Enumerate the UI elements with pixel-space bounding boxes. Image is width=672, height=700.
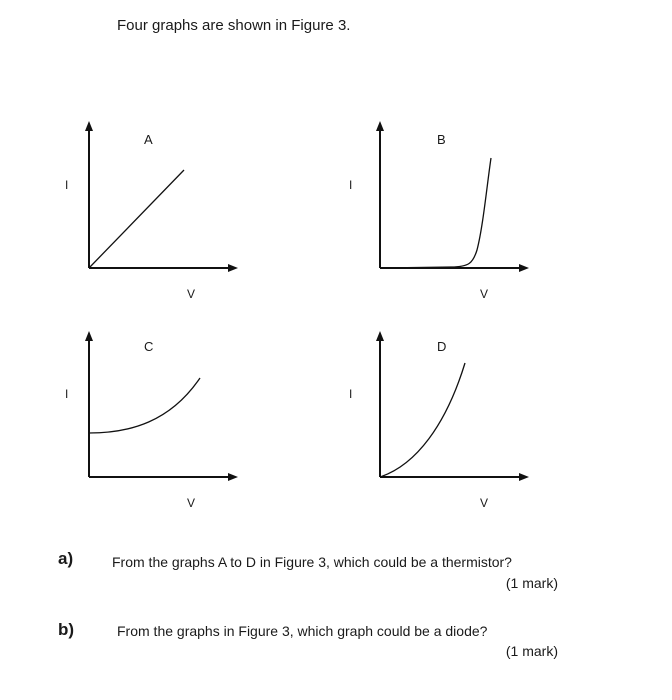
graph-d-y-label: I	[349, 387, 353, 401]
graph-a-y-label: I	[65, 178, 69, 192]
graph-c-label: C	[144, 339, 154, 354]
graph-d-x-label: V	[480, 496, 489, 510]
graph-d-curve	[380, 363, 465, 477]
graph-c	[60, 325, 250, 515]
question-b-marks: (1 mark)	[505, 643, 558, 659]
graph-b-svg	[351, 115, 541, 305]
y-axis-arrow	[85, 121, 93, 131]
x-axis-arrow	[228, 473, 238, 481]
question-b-letter: b)	[58, 620, 75, 639]
graph-d	[351, 325, 541, 515]
question-b-text: From the graphs in Figure 3, which graph could be a diode?	[117, 623, 488, 639]
graph-a-x-label: V	[187, 287, 196, 301]
graph-c-curve	[89, 378, 200, 433]
graph-c-y-label: I	[65, 387, 69, 401]
x-axis-arrow	[519, 264, 529, 272]
x-axis-arrow	[519, 473, 529, 481]
y-axis-arrow	[376, 121, 384, 131]
x-axis-arrow	[228, 264, 238, 272]
y-axis-arrow	[85, 331, 93, 341]
graph-b-curve	[380, 158, 491, 268]
graph-c-svg	[60, 325, 250, 515]
graph-b-y-label: I	[349, 178, 353, 192]
graph-b-label: B	[437, 132, 446, 147]
question-a-marks: (1 mark)	[505, 575, 558, 591]
graph-c-x-label: V	[187, 496, 196, 510]
graph-a-label: A	[144, 132, 153, 147]
question-a-letter: a)	[58, 549, 74, 568]
graph-d-label: D	[437, 339, 447, 354]
graph-a-curve	[89, 170, 184, 268]
graph-a-svg	[60, 115, 250, 305]
graph-a	[60, 115, 250, 305]
graph-b	[351, 115, 541, 305]
y-axis-arrow	[376, 331, 384, 341]
question-a-text: From the graphs A to D in Figure 3, which could be a thermistor?	[112, 554, 512, 570]
graph-b-x-label: V	[480, 287, 489, 301]
intro-text: Four graphs are shown in Figure 3.	[117, 17, 351, 34]
